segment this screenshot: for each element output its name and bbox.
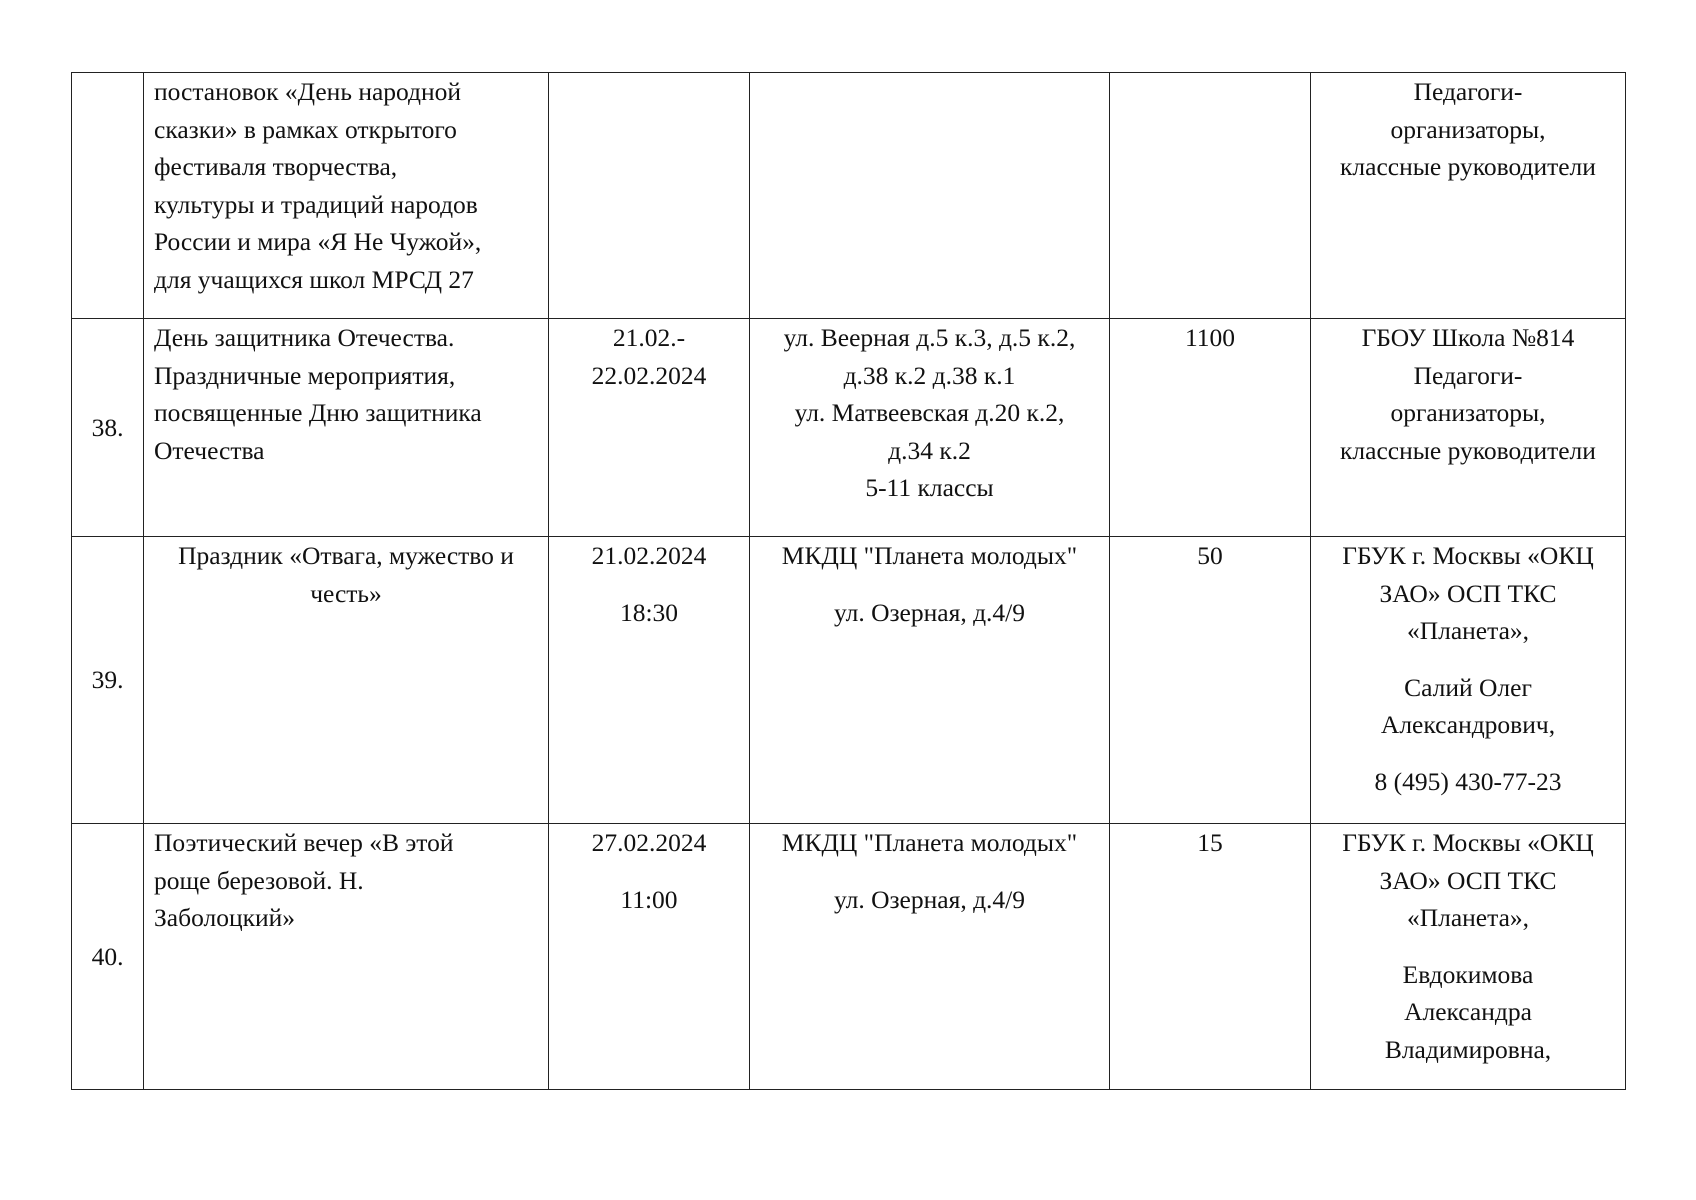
event-date <box>549 73 750 319</box>
event-date: 21.02.- 22.02.2024 <box>549 319 750 537</box>
participant-count <box>1110 73 1311 319</box>
table-row <box>72 537 1626 824</box>
participant-count: 15 <box>1110 824 1311 1090</box>
event-place: МКДЦ "Планета молодых" ул. Озерная, д.4/9 <box>750 537 1110 824</box>
table-row <box>72 824 1626 1090</box>
event-description: День защитника Отечества. Праздничные мероприятия, посвященные Дню защитника Отечества <box>144 319 549 537</box>
events-table <box>71 72 1626 1090</box>
event-place: МКДЦ "Планета молодых" ул. Озерная, д.4/9 <box>750 824 1110 1090</box>
row-number: 40. <box>72 824 144 1090</box>
event-description: постановок «День народной сказки» в рамках открытого фестиваля творчества, культуры и традиций народов России и мира «Я Не Чужой», для учащихся школ МРСД 27 <box>144 73 549 319</box>
event-description: Праздник «Отвага, мужество и честь» <box>144 537 549 824</box>
table-row <box>72 73 1626 319</box>
table-row <box>72 319 1626 537</box>
row-number: 39. <box>72 537 144 824</box>
event-place: ул. Веерная д.5 к.3, д.5 к.2, д.38 к.2 д.38 к.1 ул. Матвеевская д.20 к.2, д.34 к.2 5-11 классы <box>750 319 1110 537</box>
event-description: Поэтический вечер «В этой роще березовой. Н. Заболоцкий» <box>144 824 549 1090</box>
row-number <box>72 73 144 319</box>
responsible: ГБУК г. Москвы «ОКЦ ЗАО» ОСП ТКС «Планета», Евдокимова Александра Владимировна, <box>1311 824 1626 1090</box>
event-date: 21.02.2024 18:30 <box>549 537 750 824</box>
event-place <box>750 73 1110 319</box>
participant-count: 1100 <box>1110 319 1311 537</box>
responsible: ГБОУ Школа №814 Педагоги- организаторы, классные руководители <box>1311 319 1626 537</box>
responsible: Педагоги- организаторы, классные руководители <box>1311 73 1626 319</box>
event-date: 27.02.2024 11:00 <box>549 824 750 1090</box>
row-number: 38. <box>72 319 144 537</box>
participant-count: 50 <box>1110 537 1311 824</box>
responsible: ГБУК г. Москвы «ОКЦ ЗАО» ОСП ТКС «Планета», Салий Олег Александрович, 8 (495) 430-77-23 <box>1311 537 1626 824</box>
